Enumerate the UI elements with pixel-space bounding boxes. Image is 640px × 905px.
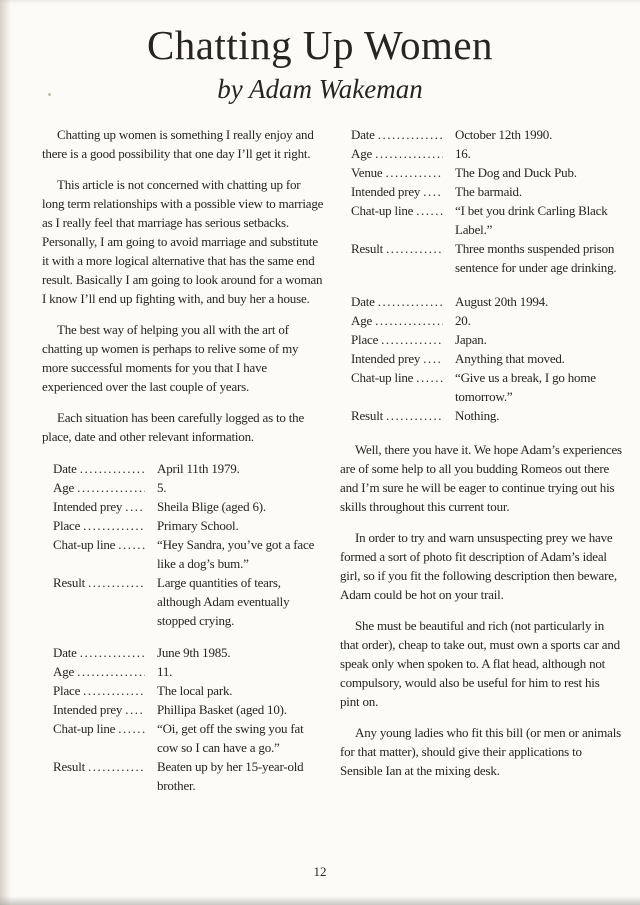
log-label: Date: [53, 645, 77, 661]
dotted-leader: [420, 182, 443, 201]
dotted-leader: [383, 239, 443, 258]
log-value: August 20th 1994.: [455, 294, 549, 310]
log-label: Age: [351, 313, 373, 329]
paragraph: This article is not concerned with chatting up for long term relationships with a possible view to marriage as I really feel that marriage has serious setbacks. Personally, I am going to avoid marriage and substitute it with a more logical alternative that has the same end result. Basically I am going to look around for a woman I know I’ll end up fighting with, and buy her a house.: [42, 177, 324, 307]
log-label: Intended prey: [351, 184, 421, 200]
log-label: Age: [53, 664, 75, 680]
log-value: April 11th 1979.: [157, 461, 240, 477]
log-row: [351, 292, 622, 311]
dotted-leader: [375, 292, 443, 311]
log-entry: [340, 125, 622, 277]
log-label: Result: [53, 575, 86, 591]
log-label: Result: [351, 408, 384, 424]
page-number: 12: [313, 864, 327, 879]
log-value: “Oi, get off the swing you fat cow so I can have a go.”: [157, 721, 304, 756]
scan-speck: [48, 93, 51, 96]
log-value: Anything that moved.: [455, 351, 565, 367]
dotted-leader: [115, 719, 145, 738]
dotted-leader: [413, 201, 443, 220]
dotted-leader: [413, 368, 443, 387]
dotted-leader: [74, 478, 145, 497]
paragraph: She must be beautiful and rich (not particularly in that order), cheap to take out, must own a sports car and speak only when spoken to. A flat head, although not compulsory, would also be useful for him to rest his pint on.: [340, 618, 620, 710]
dotted-leader: [383, 406, 443, 425]
right-column: [340, 125, 622, 795]
left-column: [42, 125, 324, 795]
dotted-leader: [372, 144, 443, 163]
log-row: [53, 719, 324, 757]
log-label: Intended prey: [351, 351, 421, 367]
log-value: 11.: [157, 664, 173, 680]
log-label: Intended prey: [53, 702, 123, 718]
log-row: [53, 700, 324, 719]
dotted-leader: [378, 330, 443, 349]
paragraph: In order to try and warn unsuspecting prey we have formed a sort of photo fit description of Adam’s ideal girl, so if you fit the following description then beware, Adam could be hot on your trail.: [340, 530, 617, 603]
log-row: [351, 182, 622, 201]
log-value: October 12th 1990.: [455, 127, 553, 143]
article-byline: by Adam Wakeman: [217, 74, 423, 105]
log-label: Venue: [351, 165, 383, 181]
log-row: [53, 459, 324, 478]
log-value: 16.: [455, 146, 471, 162]
log-label: Place: [351, 332, 379, 348]
log-row: [53, 757, 324, 795]
paragraph: Any young ladies who fit this bill (or men or animals for that matter), should give their applications to Sensible Ian at the mixing desk.: [340, 725, 621, 779]
dotted-leader: [383, 163, 444, 182]
paragraph: Chatting up women is something I really enjoy and there is a good possibility that one day I’ll get it right.: [42, 127, 314, 162]
paragraph-group: [340, 440, 622, 780]
log-value: The local park.: [157, 683, 233, 699]
log-row: [351, 163, 622, 182]
log-value: June 9th 1985.: [157, 645, 231, 661]
log-row: [351, 330, 622, 349]
dotted-leader: [115, 535, 145, 554]
scan-edge-left: [0, 0, 11, 905]
log-label: Chat-up line: [53, 537, 116, 553]
dotted-leader: [372, 311, 443, 330]
dotted-leader: [375, 125, 443, 144]
log-label: Date: [351, 294, 375, 310]
log-row: [351, 201, 622, 239]
log-label: Chat-up line: [351, 203, 414, 219]
log-label: Intended prey: [53, 499, 123, 515]
log-row: [351, 125, 622, 144]
log-value: 5.: [157, 480, 167, 496]
article-title: Chatting Up Women: [146, 22, 494, 68]
article-columns: [42, 125, 622, 795]
log-value: Phillipa Basket (aged 10).: [157, 702, 287, 718]
log-value: Primary School.: [157, 518, 239, 534]
dotted-leader: [420, 349, 443, 368]
dotted-leader: [77, 643, 145, 662]
log-value: “I bet you drink Carling Black Label.”: [455, 203, 608, 238]
log-value: Large quantities of tears, although Adam eventually stopped crying.: [157, 575, 290, 629]
log-row: [351, 239, 622, 277]
log-value: Three months suspended prison sentence for under age drinking.: [455, 241, 617, 276]
log-label: Place: [53, 518, 81, 534]
log-row: [53, 497, 324, 516]
log-entry: [340, 292, 622, 425]
article-header: [0, 0, 640, 105]
log-value: 20.: [455, 313, 471, 329]
log-row: [53, 478, 324, 497]
log-label: Date: [351, 127, 375, 143]
log-value: The barmaid.: [455, 184, 522, 200]
dotted-leader: [80, 681, 145, 700]
log-label: Chat-up line: [53, 721, 116, 737]
log-row: [53, 516, 324, 535]
log-value: Sheila Blige (aged 6).: [157, 499, 266, 515]
paragraph-group: [42, 125, 324, 446]
paragraph: Well, there you have it. We hope Adam’s experiences are of some help to all you budding Romeos out there and I’m sure he will be eager to continue trying out his skills throughout this current tour.: [340, 442, 622, 515]
log-row: [351, 368, 622, 406]
log-row: [53, 573, 324, 630]
dotted-leader: [80, 516, 145, 535]
log-value: “Hey Sandra, you’ve got a face like a dog’s bum.”: [157, 537, 315, 572]
scan-edge-bottom: [0, 896, 640, 905]
log-row: [53, 535, 324, 573]
dotted-leader: [85, 757, 145, 776]
log-entry: [42, 643, 324, 795]
log-label: Age: [351, 146, 373, 162]
log-row: [351, 406, 622, 425]
log-label: Place: [53, 683, 81, 699]
log-label: Chat-up line: [351, 370, 414, 386]
log-entry: [42, 459, 324, 630]
log-value: The Dog and Duck Pub.: [455, 165, 577, 181]
paragraph: The best way of helping you all with the art of chatting up women is perhaps to relive some of my more successful moments for you that I have experienced over the last couple of years.: [42, 322, 299, 395]
log-value: “Give us a break, I go home tomorrow.”: [455, 370, 596, 405]
log-label: Result: [351, 241, 384, 257]
log-label: Age: [53, 480, 75, 496]
dotted-leader: [85, 573, 145, 592]
log-value: Japan.: [455, 332, 487, 348]
log-label: Result: [53, 759, 86, 775]
log-value: Nothing.: [455, 408, 500, 424]
log-row: [53, 681, 324, 700]
log-row: [351, 349, 622, 368]
paragraph: Each situation has been carefully logged as to the place, date and other relevant information.: [42, 410, 305, 445]
log-row: [53, 643, 324, 662]
dotted-leader: [122, 497, 145, 516]
dotted-leader: [122, 700, 145, 719]
log-row: [351, 311, 622, 330]
log-row: [53, 662, 324, 681]
log-label: Date: [53, 461, 77, 477]
dotted-leader: [77, 459, 145, 478]
log-row: [351, 144, 622, 163]
log-value: Beaten up by her 15-year-old brother.: [157, 759, 304, 794]
dotted-leader: [74, 662, 145, 681]
